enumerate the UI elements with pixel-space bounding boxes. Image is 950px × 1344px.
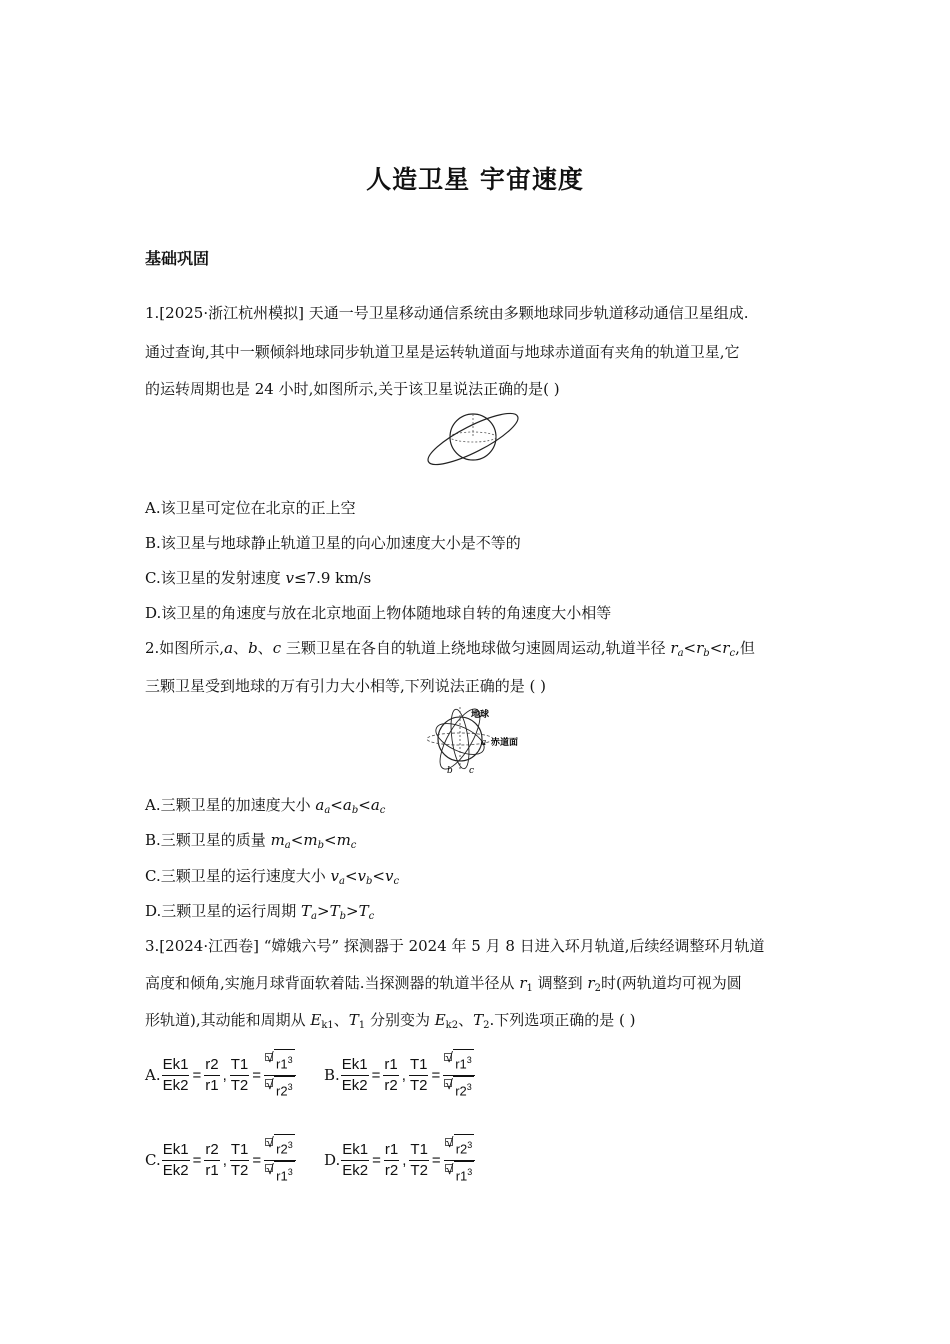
q1-option-d: D.该卫星的角速度与放在北京地面上物体随地球自转的角速度大小相等 <box>145 604 612 622</box>
q3-option-b: B. $\frac{Ek1}{Ek2}$ = $\frac{r1}{r2}$ , $\frac{T1}{T2}$ = √ $r1^3$ √ $r2^3$ <box>324 1045 476 1105</box>
satellite-orbit-figure <box>425 405 525 471</box>
q1-option-a: A.该卫星可定位在北京的正上空 <box>145 499 356 517</box>
q2-option-c: C.三颗卫星的运行速度大小 $v_a<v_b<v_c$ <box>145 867 400 887</box>
tilted-orbit <box>425 405 523 471</box>
three-satellites-figure <box>425 703 535 777</box>
q1-line3: 的运转周期也是 24 小时,如图所示,关于该卫星说法正确的是( ) <box>145 380 560 398</box>
q1-line1: 1.[2025·浙江杭州模拟] 天通一号卫星移动通信系统由多颗地球同步轨道移动通信卫星组成. <box>145 304 749 322</box>
q1-option-b: B.该卫星与地球静止轨道卫星的向心加速度大小是不等的 <box>145 534 521 552</box>
label-earth: 地球 <box>471 710 490 720</box>
q3-line3: 形轨道),其动能和周期从 $E_{k1}$、$T_1$ 分别变为 $E_{k2}$、$T_2$.下列选项正确的是 ( ) <box>145 1011 636 1031</box>
q1-option-c: C.该卫星的发射速度 v≤7.9 km/s <box>145 569 372 587</box>
section-heading: 基础巩固 <box>145 249 210 268</box>
q2-option-d: D.三颗卫星的运行周期 $T_a>T_b>T_c$ <box>145 902 375 922</box>
label-a: a <box>481 738 487 748</box>
q2-line1: 2.如图所示,a、b、c 三颗卫星在各自的轨道上绕地球做匀速圆周运动,轨道半径 $r_a<r_b<r_c$,但 <box>145 639 755 659</box>
label-b: b <box>447 766 453 776</box>
q2-option-b: B.三颗卫星的质量 $m_a<m_b<m_c$ <box>145 831 357 851</box>
q3-option-c: C. $\frac{Ek1}{Ek2}$ = $\frac{r2}{r1}$ , $\frac{T1}{T2}$ = √ $r2^3$ √ $r1^3$ <box>145 1130 297 1190</box>
page-title: 人造卫星 宇宙速度 <box>366 165 584 194</box>
label-equator: 赤道面 <box>491 738 519 748</box>
q3-option-a: A. $\frac{Ek1}{Ek2}$ = $\frac{r2}{r1}$ , $\frac{T1}{T2}$ = √ $r1^3$ √ $r2^3$ <box>145 1045 297 1105</box>
q3-option-d: D. $\frac{Ek1}{Ek2}$ = $\frac{r1}{r2}$ , $\frac{T1}{T2}$ = √ $r2^3$ √ $r1^3$ <box>324 1130 476 1190</box>
q3-line2: 高度和倾角,实施月球背面软着陆.当探测器的轨道半径从 $r_1$ 调整到 $r_2$时(两轨道均可视为圆 <box>145 974 742 994</box>
q3-line1: 3.[2024·江西卷] “嫦娥六号” 探测器于 2024 年 5 月 8 日进入环月轨道,后续经调整环月轨道 <box>145 937 765 955</box>
label-c: c <box>469 766 475 776</box>
q2-option-a: A.三颗卫星的加速度大小 $a_a<a_b<a_c$ <box>145 796 386 816</box>
q1-line2: 通过查询,其中一颗倾斜地球同步轨道卫星是运转轨道面与地球赤道面有夹角的轨道卫星,它 <box>145 343 740 361</box>
q2-line2: 三颗卫星受到地球的万有引力大小相等,下列说法正确的是 ( ) <box>145 677 547 695</box>
